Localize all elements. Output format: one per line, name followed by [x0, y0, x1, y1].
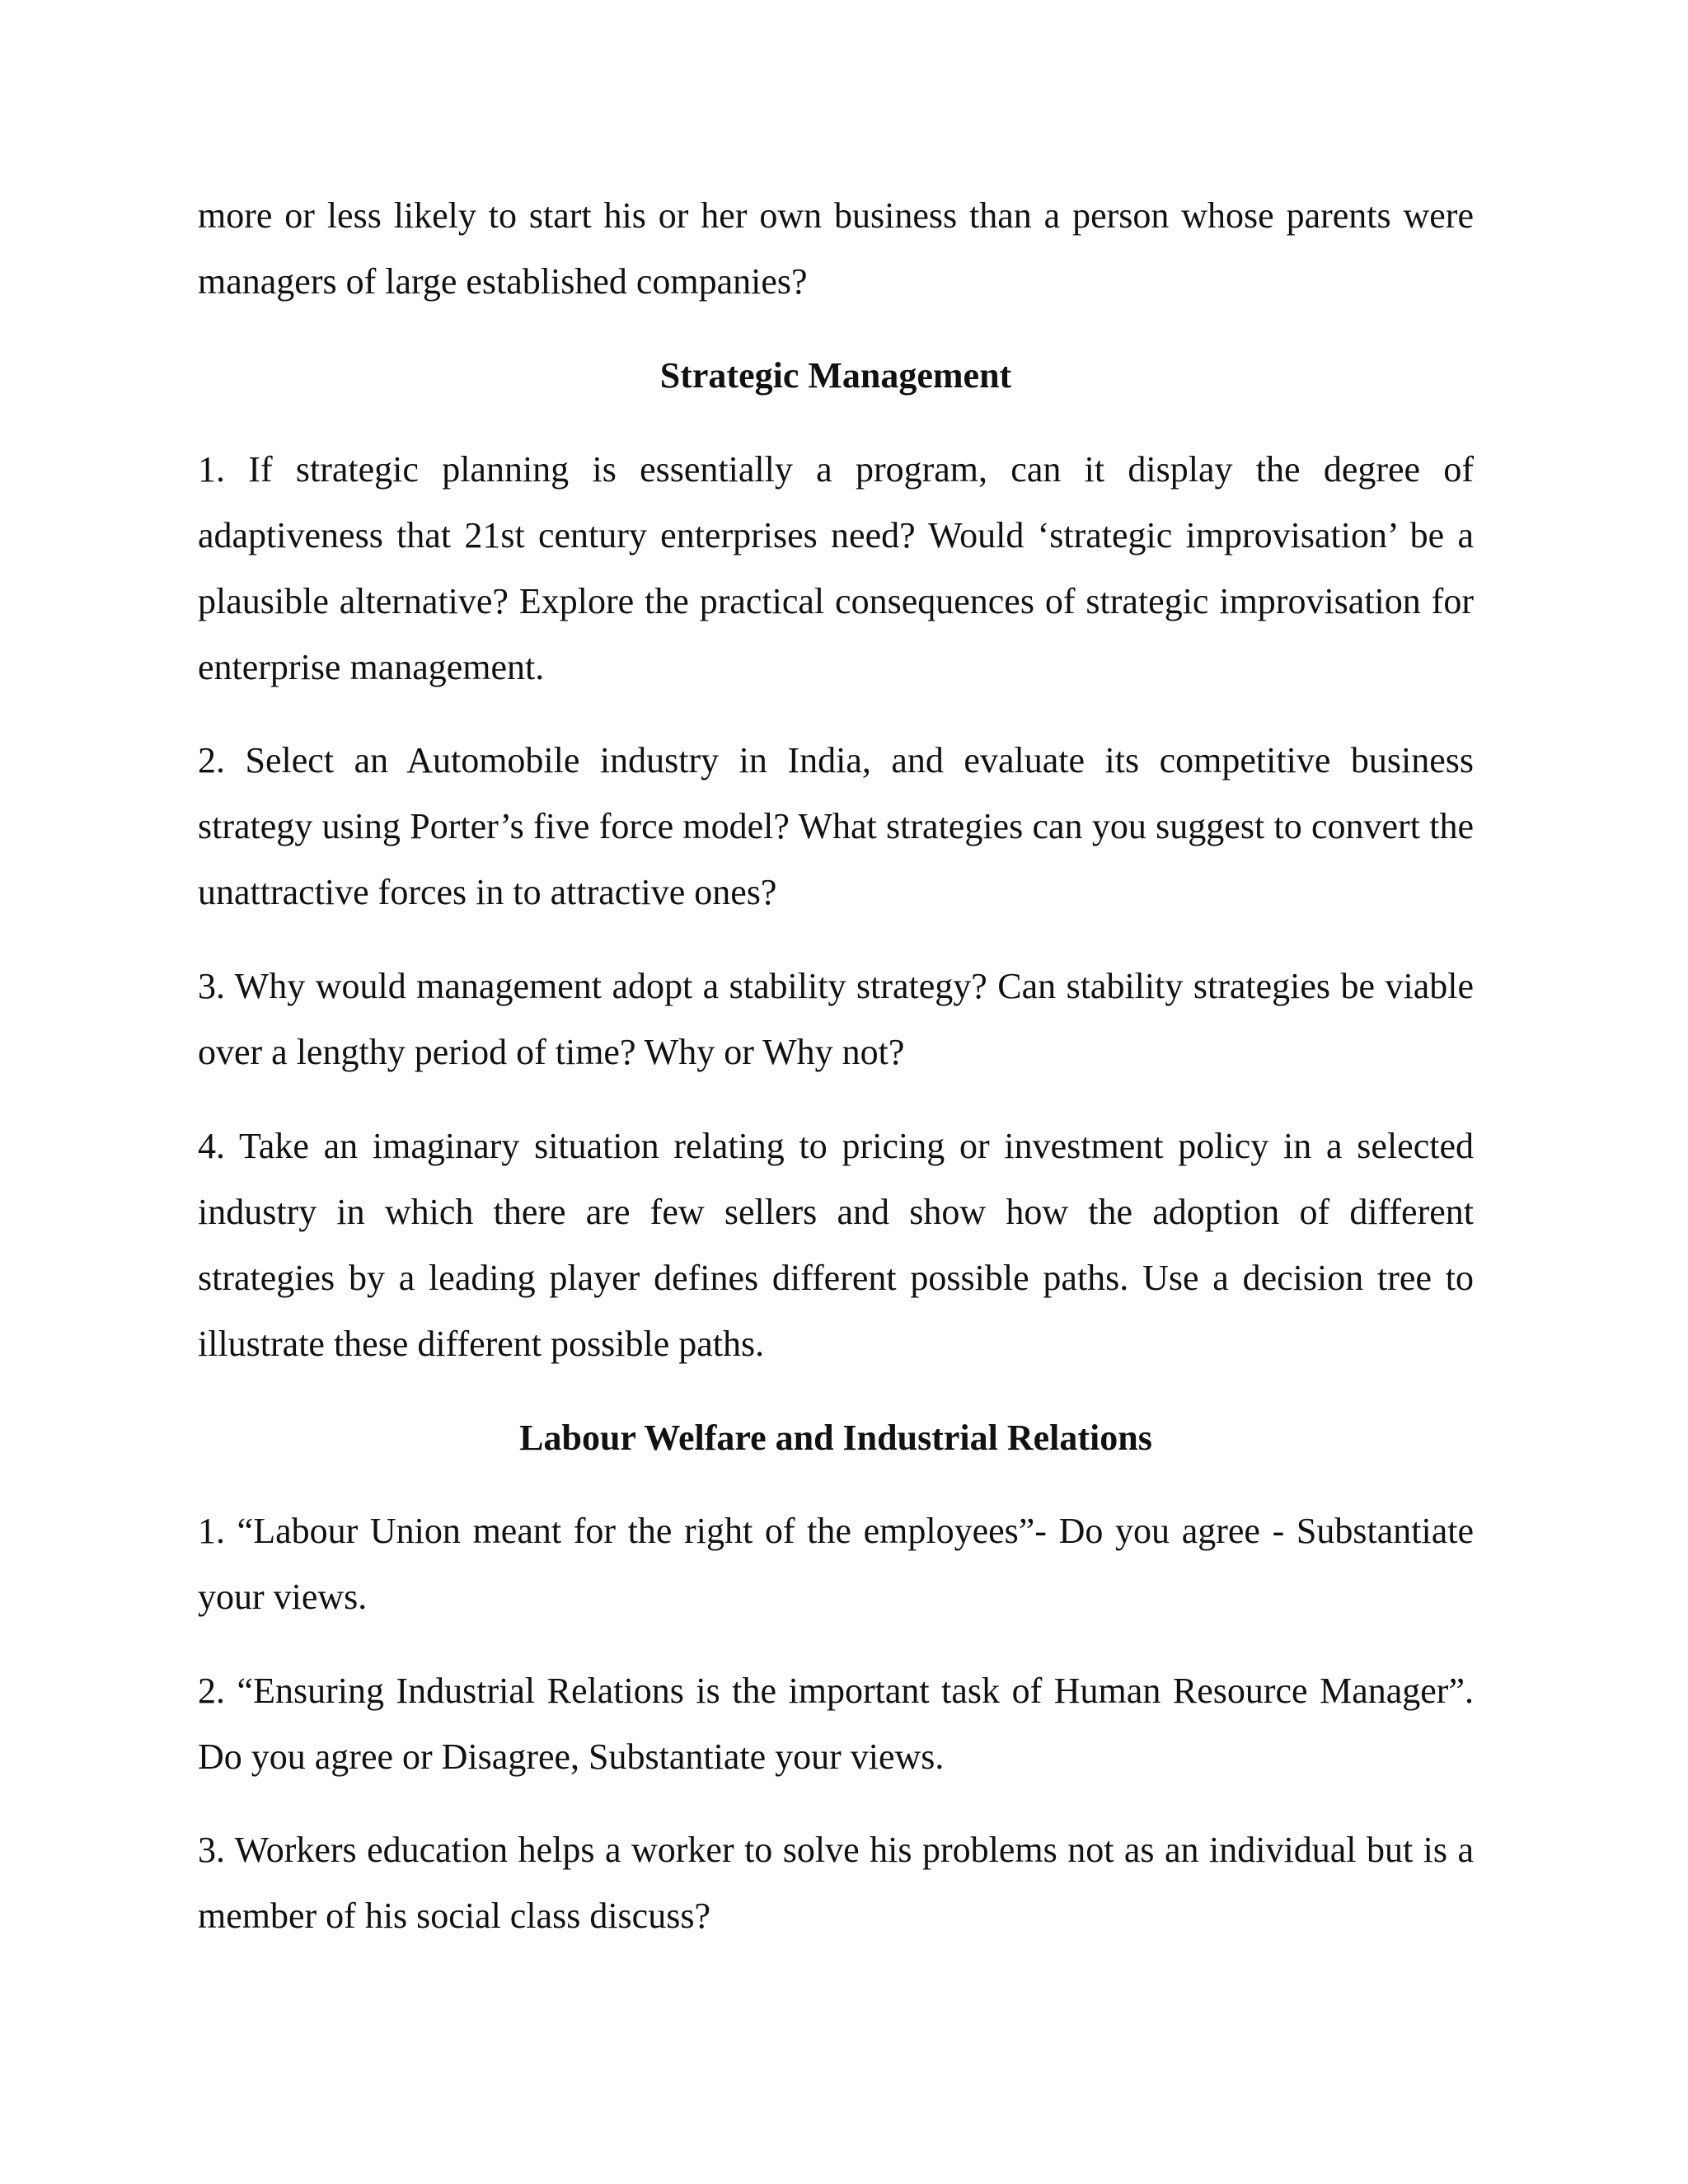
labour-question-3: 3. Workers education helps a worker to solve his problems not as an individual but is a member of his social class discuss? [198, 1830, 1474, 1936]
strategic-question-1: 1. If strategic planning is essentially a program, can it display the degree of adaptiveness that 21st century enterprises need? Would ‘strategic improvisation’ be a plausible alternative? Explore the practical consequences of strategic improvisation for enterprise management. [198, 449, 1474, 687]
section-heading-labour-welfare: Labour Welfare and Industrial Relations [519, 1418, 1152, 1458]
labour-question-1: 1. “Labour Union meant for the right of the employees”- Do you agree - Substantiate your views. [198, 1511, 1474, 1617]
document-page [198, 0, 1474, 2184]
strategic-question-2: 2. Select an Automobile industry in India, and evaluate its competitive business strategy using Porter’s five force model? What strategies can you suggest to convert the unattractive forces in to attractive ones? [198, 740, 1474, 912]
intro-paragraph: more or less likely to start his or her own business than a person whose parents were managers of large established companies? [198, 195, 1474, 302]
labour-question-2: 2. “Ensuring Industrial Relations is the important task of Human Resource Manager”. Do you agree or Disagree, Substantiate your views. [198, 1671, 1474, 1777]
strategic-question-3: 3. Why would management adopt a stability strategy? Can stability strategies be viable over a lengthy period of time? Why or Why not? [198, 966, 1474, 1072]
strategic-question-4: 4. Take an imaginary situation relating to pricing or investment policy in a selected industry in which there are few sellers and show how the adoption of different strategies by a leading player defines different possible paths. Use a decision tree to illustrate these different possible paths. [198, 1126, 1474, 1364]
section-heading-strategic-management: Strategic Management [659, 355, 1012, 396]
